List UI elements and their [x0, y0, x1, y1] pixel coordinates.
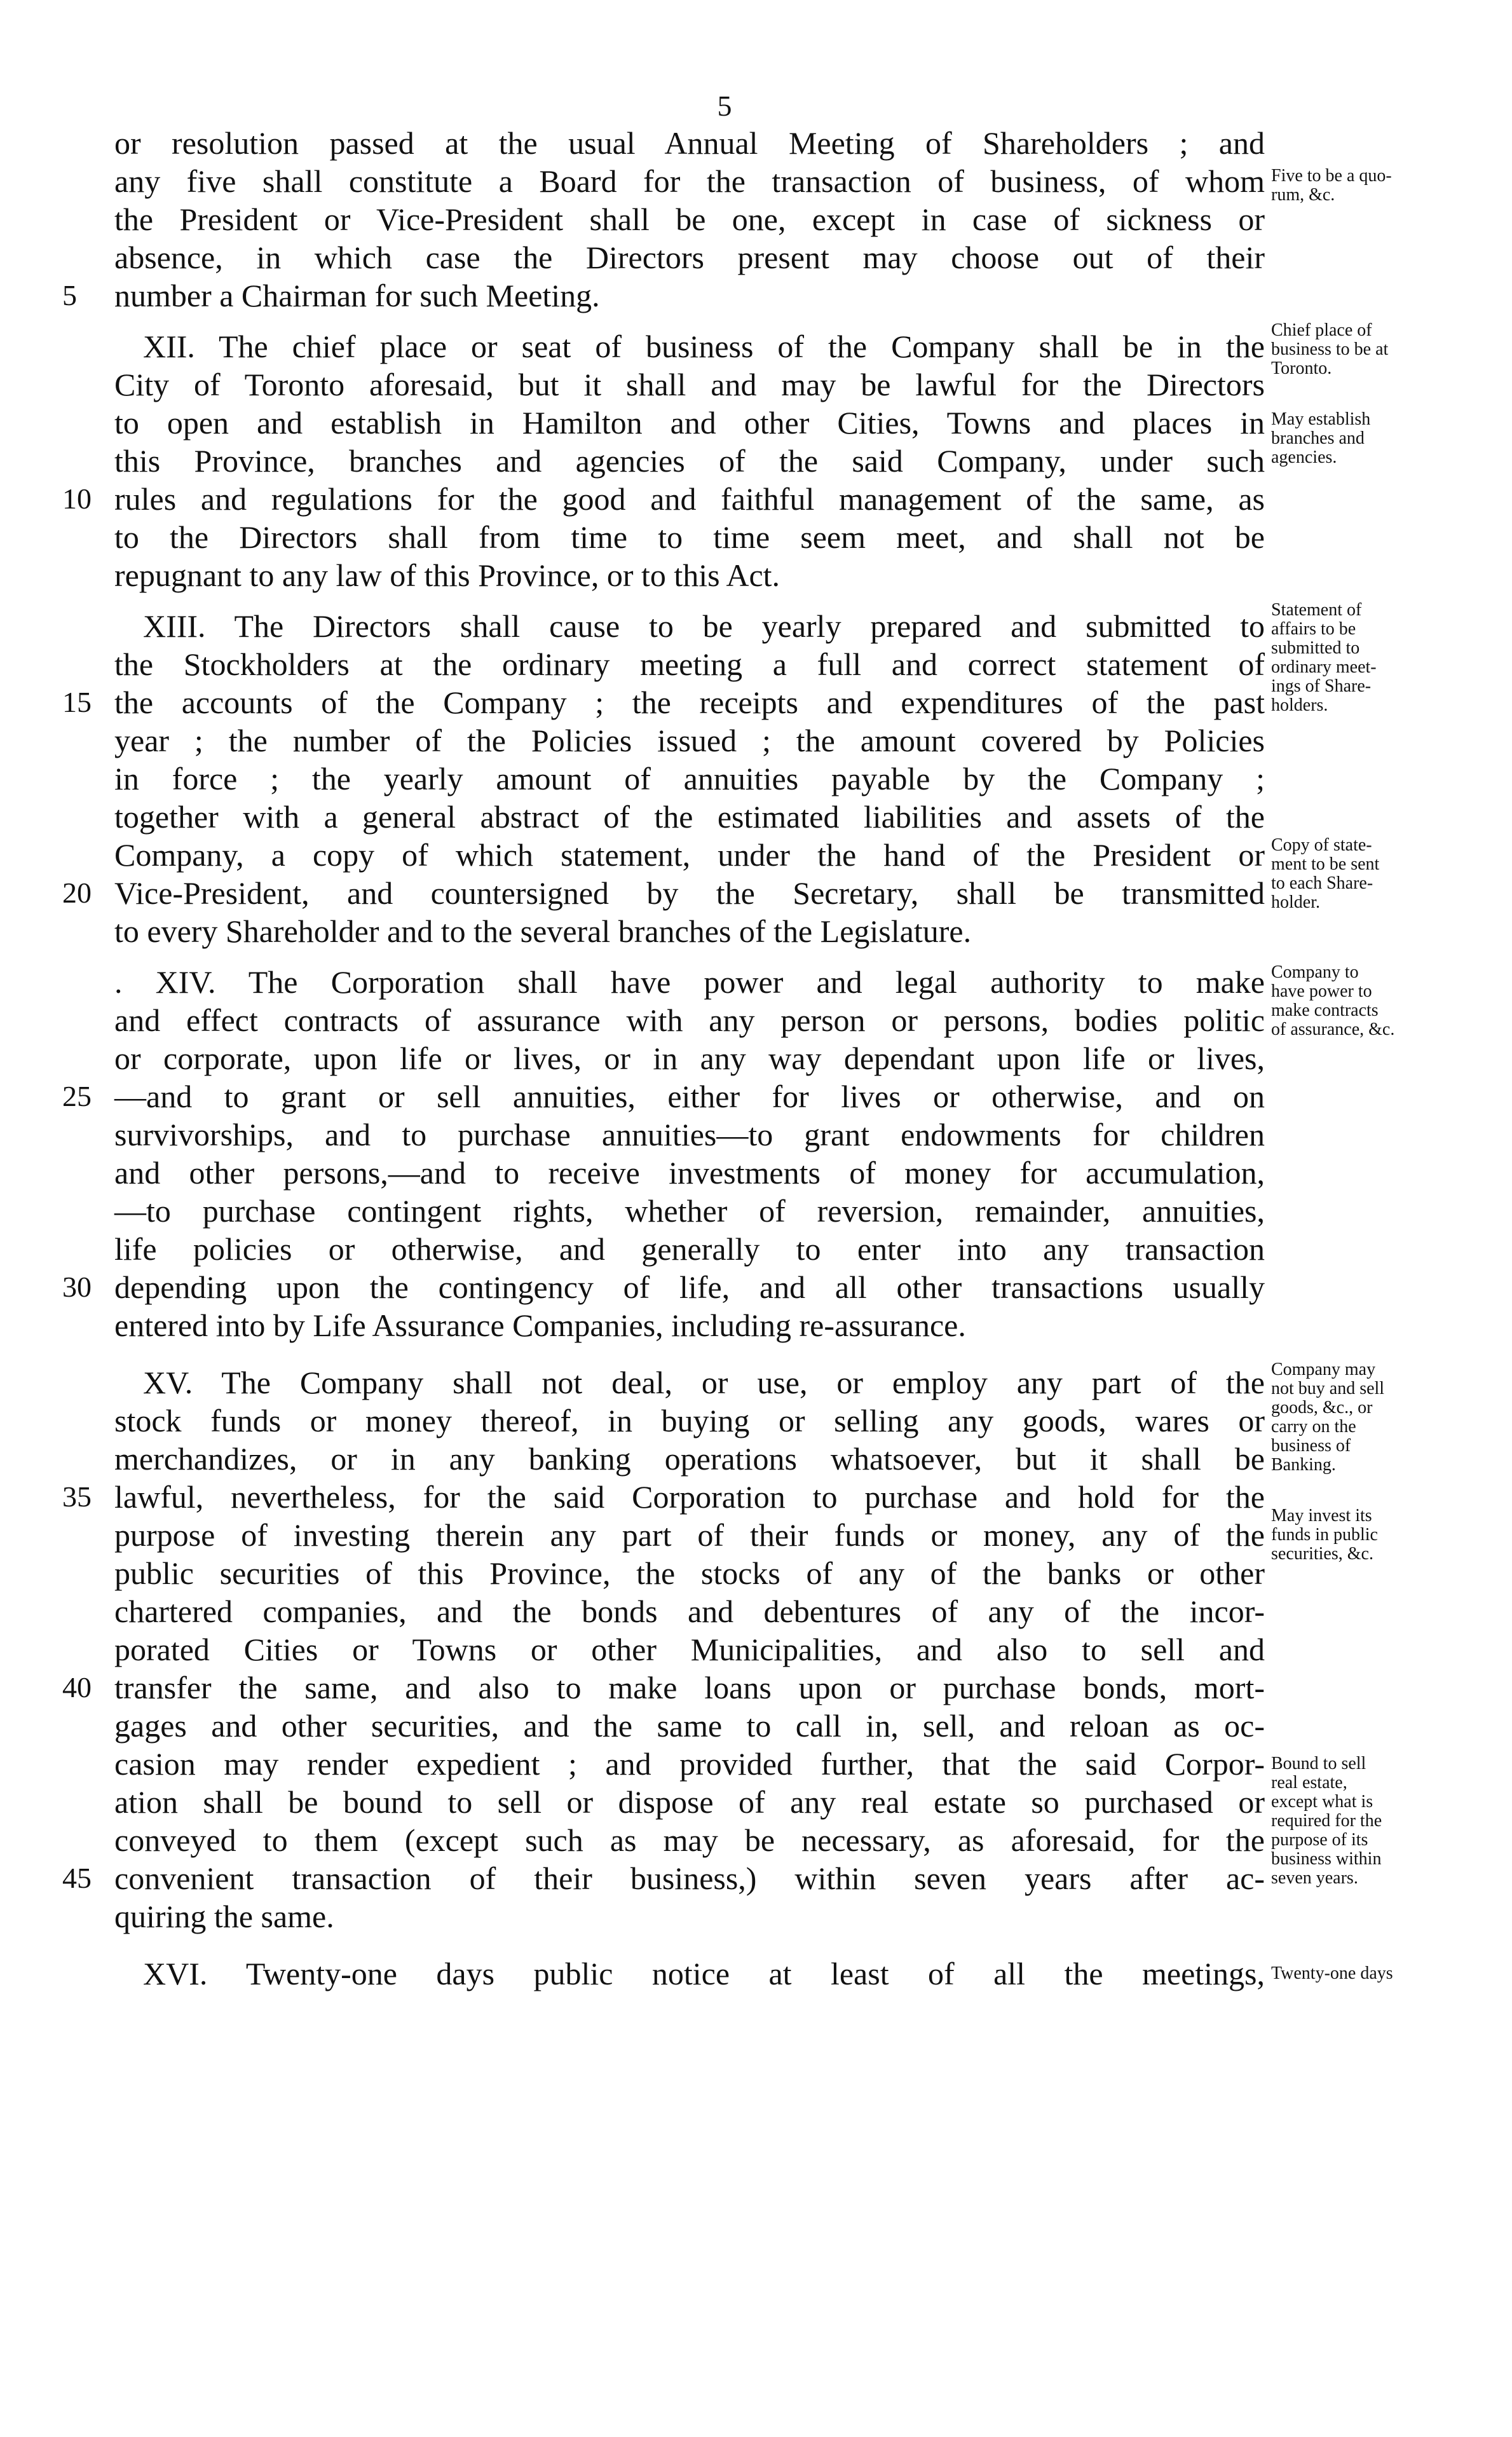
page-number: 5	[717, 90, 732, 122]
text-line: gages and other securities, and the same to call in, sell, and reloan as oc-	[114, 1708, 1265, 1744]
text-line: together with a general abstract of the estimated liabilities and assets of the	[114, 799, 1265, 835]
text-line: conveyed to them (except such as may be necessary, as aforesaid, for the	[114, 1822, 1265, 1858]
margin-note: Twenty-one days	[1271, 1963, 1393, 1983]
text-line: absence, in which case the Directors present may choose out of their	[114, 240, 1265, 275]
line-number: 20	[62, 877, 92, 909]
text-line: quiring the same.	[114, 1899, 334, 1934]
section-heading-line: XV. The Company shall not deal, or use, or employ any part of the	[143, 1365, 1265, 1400]
text-line: City of Toronto aforesaid, but it shall and may be lawful for the Directors	[114, 367, 1265, 402]
margin-note: Statement of affairs to be submitted to ordinary meet- ings of Share- holders.	[1271, 600, 1377, 715]
text-line: or corporate, upon life or lives, or in any way dependant upon life or lives,	[114, 1041, 1265, 1076]
margin-note: May establish branches and agencies.	[1271, 409, 1371, 467]
text-line: ation shall be bound to sell or dispose of any real estate so purchased or	[114, 1784, 1265, 1820]
text-line: stock funds or money thereof, in buying or selling any goods, wares or	[114, 1403, 1265, 1438]
text-line: the accounts of the Company ; the receipts and expenditures of the past	[114, 685, 1265, 720]
line-number: 15	[62, 686, 92, 718]
text-line: life policies or otherwise, and generally to enter into any transaction	[114, 1231, 1265, 1267]
text-line: Vice-President, and countersigned by the Secretary, shall be transmitted	[114, 875, 1265, 911]
text-line: casion may render expedient ; and provided further, that the said Corpor-	[114, 1746, 1265, 1782]
line-number: 35	[62, 1480, 92, 1513]
section-heading-line: XVI. Twenty-one days public notice at least of all the meetings,	[143, 1956, 1265, 1991]
text-line: survivorships, and to purchase annuities—to grant endowments for children	[114, 1117, 1265, 1152]
text-line: public securities of this Province, the stocks of any of the banks or other	[114, 1555, 1265, 1591]
text-line: in force ; the yearly amount of annuities payable by the Company ;	[114, 761, 1265, 796]
line-number: 45	[62, 1862, 92, 1894]
margin-note: Five to be a quo- rum, &c.	[1271, 166, 1392, 205]
text-line: repugnant to any law of this Province, or to this Act.	[114, 557, 780, 593]
text-line: entered into by Life Assurance Companies, including re-assurance.	[114, 1307, 966, 1343]
text-line: —and to grant or sell annuities, either for lives or otherwise, and on	[114, 1079, 1265, 1114]
text-line: purpose of investing therein any part of their funds or money, any of the	[114, 1517, 1265, 1553]
text-line: and other persons,—and to receive investments of money for accumulation,	[114, 1155, 1265, 1191]
text-line: lawful, nevertheless, for the said Corporation to purchase and hold for the	[114, 1479, 1265, 1515]
margin-note: Company may not buy and sell goods, &c., or carry on the business of Banking.	[1271, 1360, 1385, 1475]
text-line: to every Shareholder and to the several branches of the Legislature.	[114, 913, 972, 949]
text-line: rules and regulations for the good and faithful management of the same, as	[114, 481, 1265, 517]
margin-note: Chief place of business to be at Toronto.	[1271, 320, 1389, 378]
text-line: Company, a copy of which statement, under the hand of the President or	[114, 837, 1265, 873]
margin-note: May invest its funds in public securities, &c.	[1271, 1506, 1378, 1564]
text-line: the Stockholders at the ordinary meeting a full and correct statement of	[114, 646, 1265, 682]
text-line: depending upon the contingency of life, and all other transactions usually	[114, 1269, 1265, 1305]
text-line: chartered companies, and the bonds and debentures of any of the incor-	[114, 1594, 1265, 1629]
text-line: any five shall constitute a Board for the transaction of business, of whom	[114, 163, 1265, 199]
text-line: or resolution passed at the usual Annual Meeting of Shareholders ; and	[114, 125, 1265, 161]
section-heading-line: XII. The chief place or seat of business of the Company shall be in the	[143, 329, 1265, 364]
margin-note: Company to have power to make contracts of assurance, &c.	[1271, 962, 1395, 1039]
line-number: 40	[62, 1671, 92, 1703]
section-heading-line: XIII. The Directors shall cause to be yearly prepared and submitted to	[143, 608, 1265, 644]
text-line: this Province, branches and agencies of the said Company, under such	[114, 443, 1265, 479]
text-line: —to purchase contingent rights, whether of reversion, remainder, annuities,	[114, 1193, 1265, 1229]
line-number: 25	[62, 1080, 92, 1112]
text-line: to open and establish in Hamilton and other Cities, Towns and places in	[114, 405, 1265, 440]
line-number: 30	[62, 1271, 92, 1303]
text-line: number a Chairman for such Meeting.	[114, 278, 600, 313]
text-line: year ; the number of the Policies issued ; the amount covered by Policies	[114, 723, 1265, 758]
text-line: merchandizes, or in any banking operations whatsoever, but it shall be	[114, 1441, 1265, 1477]
margin-note: Bound to sell real estate, except what is required for the purpose of its business within seven years.	[1271, 1754, 1382, 1888]
margin-note: Copy of state- ment to be sent to each Share- holder.	[1271, 835, 1380, 912]
text-line: to the Directors shall from time to time seem meet, and shall not be	[114, 519, 1265, 555]
text-line: the President or Vice-President shall be one, except in case of sickness or	[114, 201, 1265, 237]
section-heading-line: . XIV. The Corporation shall have power and legal authority to make	[114, 964, 1265, 1000]
line-number: 5	[62, 279, 77, 311]
line-number: 10	[62, 482, 92, 515]
text-line: transfer the same, and also to make loans upon or purchase bonds, mort-	[114, 1670, 1265, 1705]
text-line: and effect contracts of assurance with any person or persons, bodies politic	[114, 1002, 1265, 1038]
text-line: porated Cities or Towns or other Municipalities, and also to sell and	[114, 1632, 1265, 1667]
text-line: convenient transaction of their business,) within seven years after ac-	[114, 1860, 1265, 1896]
